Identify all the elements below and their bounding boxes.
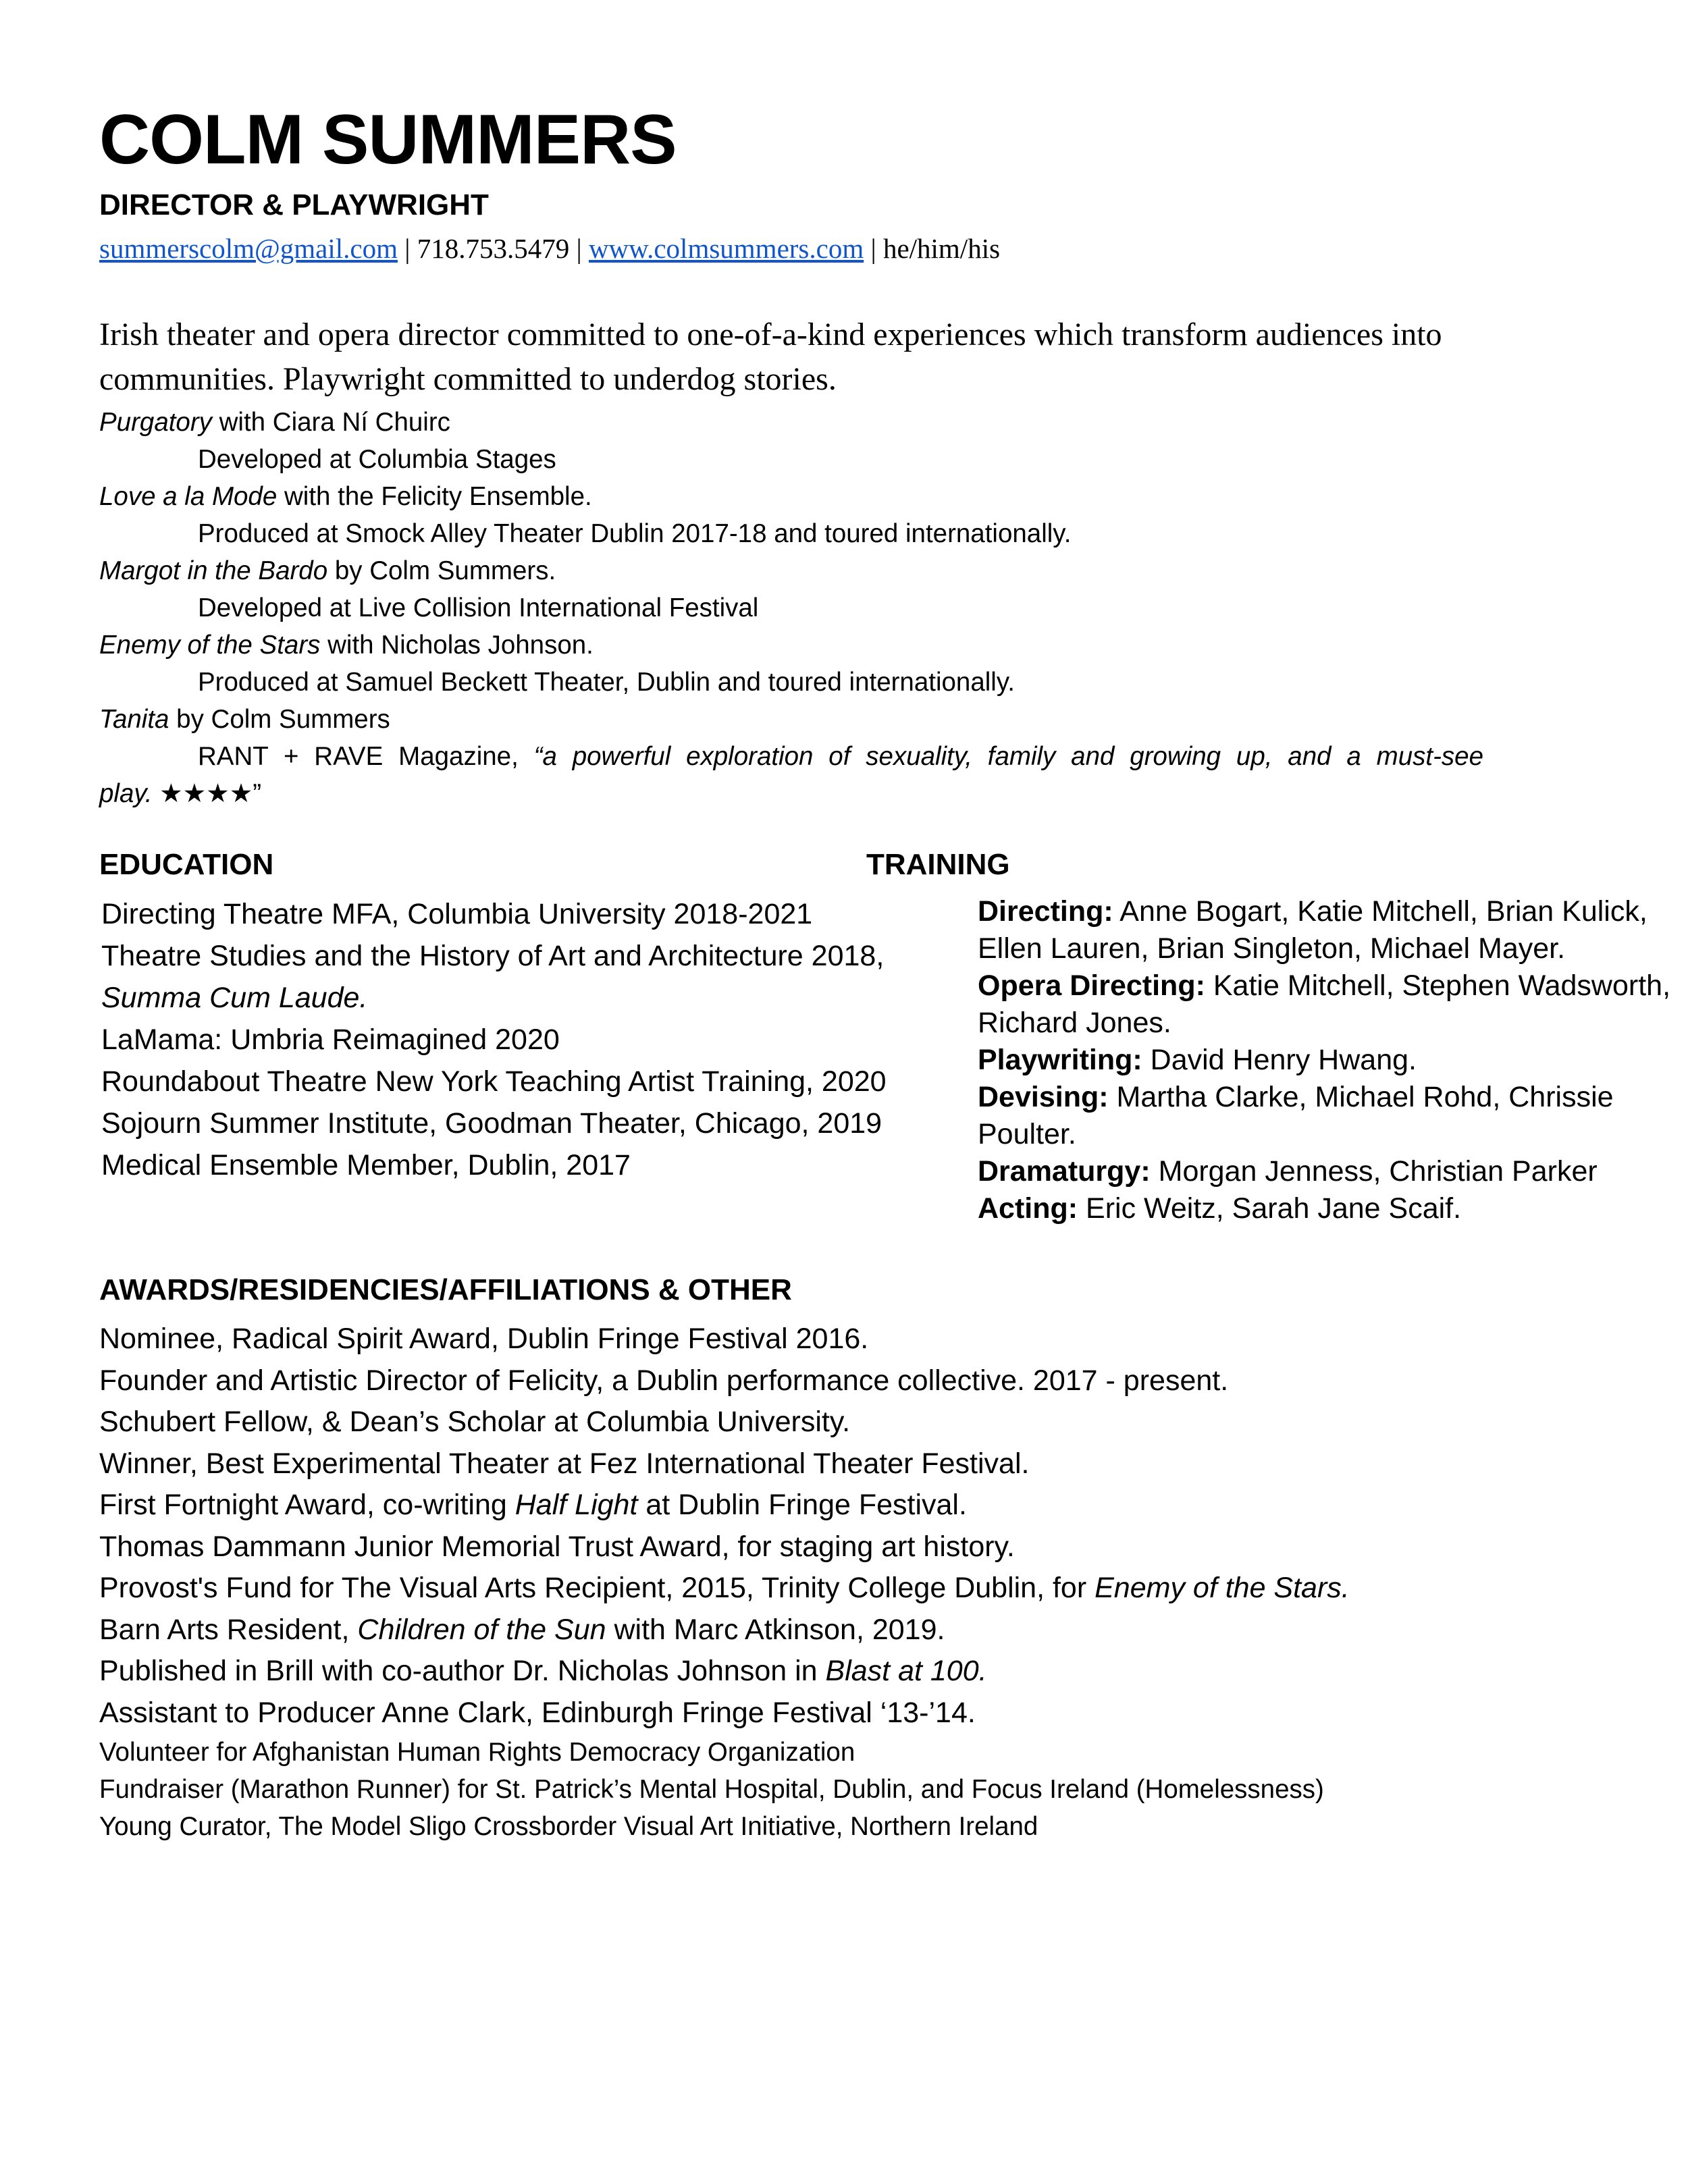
award-text: Schubert Fellow, & Dean’s Scholar at Columbia University. (99, 1406, 851, 1438)
work-detail: Produced at Smock Alley Theater Dublin 2017-18 and toured internationally. (198, 519, 1072, 548)
awards-list (99, 1319, 1350, 1845)
training-teachers: Katie Mitchell, Stephen Wadsworth, Richard Jones. (978, 969, 1671, 1039)
training-teachers: David Henry Hwang. (1142, 1044, 1417, 1076)
work-title: Purgatory (99, 408, 212, 437)
award-text: First Fortnight Award, co-writing (99, 1489, 515, 1521)
affiliation-item: Volunteer for Afghanistan Human Rights Democracy Organization (99, 1738, 855, 1767)
work-detail: Produced at Samuel Beckett Theater, Dublin and toured internationally. (198, 668, 1015, 697)
works-list (99, 404, 1483, 812)
training-teachers: Morgan Jenness, Christian Parker (1150, 1155, 1598, 1188)
training-teachers: Anne Bogart, Katie Mitchell, Brian Kulick, Ellen Lauren, Brian Singleton, Michael Mayer. (978, 895, 1647, 965)
affiliation-item: Fundraiser (Marathon Runner) for St. Patrick’s Mental Hospital, Dublin, and Focus Ireland (Homelessness) (99, 1775, 1324, 1804)
training-label: Playwriting: (978, 1044, 1142, 1076)
education-list (101, 893, 887, 1186)
training-teachers: Martha Clarke, Michael Rohd, Chrissie Poulter. (978, 1081, 1614, 1150)
training-label: Dramaturgy: (978, 1155, 1151, 1188)
work-title-line (99, 404, 1483, 441)
review-quote: “a powerful exploration of sexuality, family and growing up, and a must-see (533, 742, 1483, 771)
work-title-line (99, 627, 1483, 664)
award-text: Founder and Artistic Director of Felicity, a Dublin performance collective. 2017 - present. (99, 1364, 1229, 1397)
separator: | (569, 233, 589, 264)
review-source: RANT + RAVE Magazine, (198, 742, 534, 771)
award-item (99, 1319, 1350, 1360)
education-item: Directing Theatre MFA, Columbia University 2018-2021 (101, 898, 813, 930)
work-credit: with Nicholas Johnson. (320, 631, 594, 660)
award-text: Published in Brill with co-author Dr. Nicholas Johnson in (99, 1655, 826, 1687)
education-item: LaMama: Umbria Reimagined 2020 (101, 1023, 560, 1056)
work-credit: by Colm Summers. (327, 556, 556, 585)
training-teachers: Eric Weitz, Sarah Jane Scaif. (1078, 1192, 1462, 1225)
education-heading: EDUCATION (99, 848, 274, 881)
contact-line (99, 232, 1000, 265)
website-link[interactable]: www.colmsummers.com (588, 233, 864, 264)
resume-role: DIRECTOR & PLAYWRIGHT (99, 188, 489, 221)
email-link[interactable]: summerscolm@gmail.com (99, 233, 398, 264)
award-item (99, 1693, 1350, 1734)
award-item (99, 1402, 1350, 1443)
work-credit: with the Felicity Ensemble. (277, 482, 592, 511)
work-title-line (99, 552, 1483, 589)
award-item (99, 1568, 1350, 1609)
education-item (101, 977, 887, 1019)
award-text: at Dublin Fringe Festival. (637, 1489, 967, 1521)
work-title-line (99, 701, 1483, 738)
work-title: Love a la Mode (99, 482, 278, 511)
award-item (99, 1485, 1350, 1526)
work-title-line (99, 478, 1483, 515)
phone-number: 718.753.5479 (417, 233, 570, 264)
review-quote-end: play. (99, 779, 160, 808)
award-text: Assistant to Producer Anne Clark, Edinburgh Fringe Festival ‘13-’14. (99, 1696, 976, 1729)
training-item (978, 1042, 1680, 1079)
award-work-title: Half Light (515, 1489, 638, 1521)
training-item (978, 967, 1680, 1042)
education-item: Sojourn Summer Institute, Goodman Theater, Chicago, 2019 (101, 1107, 882, 1140)
education-item: Roundabout Theatre New York Teaching Artist Training, 2020 (101, 1065, 887, 1098)
award-item (99, 1360, 1350, 1402)
training-item (978, 1190, 1680, 1227)
work-title: Enemy of the Stars (99, 631, 321, 660)
training-label: Devising: (978, 1081, 1109, 1113)
separator: | (398, 233, 417, 264)
award-text: with Marc Atkinson, 2019. (606, 1613, 945, 1646)
award-work-title: Blast at 100. (825, 1655, 987, 1687)
award-item (99, 1526, 1350, 1568)
training-item (978, 893, 1680, 967)
award-text: Barn Arts Resident, (99, 1613, 358, 1646)
training-heading: TRAINING (866, 848, 1010, 881)
training-item (978, 1153, 1680, 1190)
separator: | (864, 233, 883, 264)
award-item (99, 1651, 1350, 1693)
affiliation-item: Young Curator, The Model Sligo Crossborder Visual Art Initiative, Northern Ireland (99, 1812, 1038, 1841)
award-text: Thomas Dammann Junior Memorial Trust Award, for staging art history. (99, 1530, 1015, 1563)
education-item: Medical Ensemble Member, Dublin, 2017 (101, 1149, 631, 1181)
awards-heading: AWARDS/RESIDENCIES/AFFILIATIONS & OTHER (99, 1273, 792, 1306)
work-credit: with Ciara Ní Chuirc (211, 408, 450, 437)
work-credit: by Colm Summers (169, 705, 390, 734)
work-detail: Developed at Live Collision International Festival (198, 593, 759, 622)
star-rating-icon: ★★★★ (159, 779, 253, 808)
award-text: Nominee, Radical Spirit Award, Dublin Fringe Festival 2016. (99, 1323, 869, 1355)
award-item (99, 1443, 1350, 1485)
award-text: Winner, Best Experimental Theater at Fez International Theater Festival. (99, 1447, 1030, 1480)
training-label: Acting: (978, 1192, 1078, 1225)
review-line (99, 738, 1483, 812)
training-label: Directing: (978, 895, 1113, 928)
award-work-title: Enemy of the Stars. (1094, 1572, 1350, 1604)
work-title: Tanita (99, 705, 169, 734)
resume-name: COLM SUMMERS (99, 101, 677, 179)
award-text: Provost's Fund for The Visual Arts Recipient, 2015, Trinity College Dublin, for (99, 1572, 1095, 1604)
bio-paragraph: Irish theater and opera director committed to one-of-a-kind experiences which transform audiences into communities. Playwright committed to underdog stories. (99, 317, 1442, 397)
pronouns: he/him/his (882, 233, 1001, 264)
education-honor: Summa Cum Laude. (101, 982, 368, 1014)
training-list (978, 893, 1680, 1227)
education-item: Theatre Studies and the History of Art and Architecture 2018, (101, 940, 885, 972)
training-label: Opera Directing: (978, 969, 1205, 1002)
training-item (978, 1079, 1680, 1153)
award-item (99, 1609, 1350, 1651)
work-detail: Developed at Columbia Stages (198, 445, 556, 474)
work-title: Margot in the Bardo (99, 556, 328, 585)
award-work-title: Children of the Sun (357, 1613, 606, 1646)
review-close-quote: ” (253, 779, 262, 808)
